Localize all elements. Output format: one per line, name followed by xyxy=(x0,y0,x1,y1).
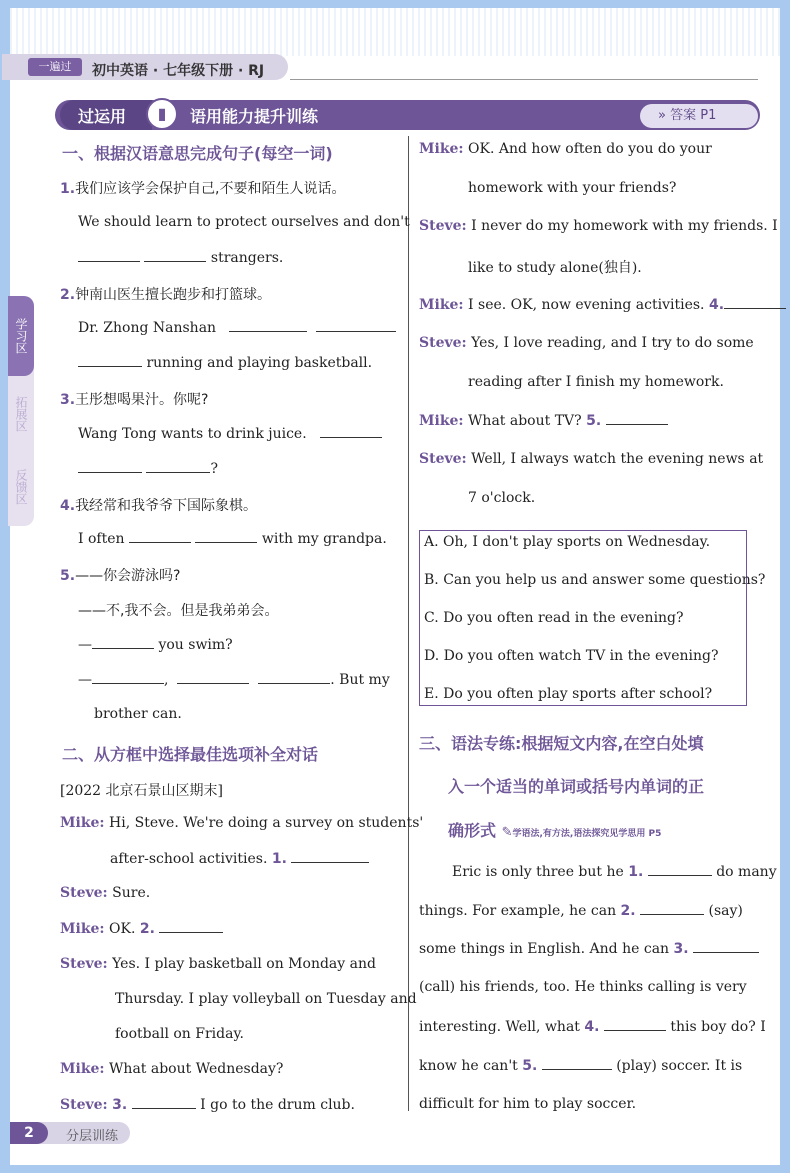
q3-en2: ? xyxy=(78,460,218,477)
banner-title: 语用能力提升训练 xyxy=(190,107,319,126)
blank[interactable] xyxy=(132,1096,196,1109)
dialogue-line: reading after I finish my homework. xyxy=(468,374,724,390)
blank[interactable] xyxy=(159,920,223,933)
answer-label: 答案 xyxy=(670,108,697,123)
blank[interactable] xyxy=(144,249,206,262)
top-stripe xyxy=(10,8,780,56)
dialogue-line: Mike: I see. OK, now evening activities. 4. xyxy=(419,296,786,313)
blank[interactable] xyxy=(542,1057,612,1070)
footer-label: 分层训练 xyxy=(66,1129,119,1144)
q5-cn2: ——不,我不会。但是我弟弟会。 xyxy=(78,603,279,619)
dialogue-line: after-school activities. 1. xyxy=(110,850,369,867)
q3-cn: 3.王彤想喝果汁。你呢? xyxy=(60,392,209,408)
dialogue-line: Steve: Sure. xyxy=(60,885,151,901)
answer-page: P1 xyxy=(700,108,717,123)
blank[interactable] xyxy=(177,671,249,684)
dialogue-line: Mike: OK. 2. xyxy=(60,920,223,937)
section-3-title-line3: 确形式 ✎学语法,有方法,语法探究见学思用 P5 xyxy=(448,821,662,840)
option-c: C. Do you often read in the evening? xyxy=(424,610,684,626)
blank[interactable] xyxy=(92,636,154,649)
section-1-title: 一、根据汉语意思完成句子(每空一词) xyxy=(62,144,333,163)
q4-en: I often with my grandpa. xyxy=(78,531,387,547)
dialogue-line: Steve: Yes. I play basketball on Monday and xyxy=(60,956,376,972)
blank[interactable] xyxy=(291,850,369,863)
dialogue-line: like to study alone(独自). xyxy=(468,260,642,276)
option-b: B. Can you help us and answer some questions? xyxy=(424,572,766,588)
blank[interactable] xyxy=(129,530,191,543)
q3-en: Wang Tong wants to drink juice. xyxy=(78,425,382,442)
dialogue-line: Steve: Yes, I love reading, and I try to do some xyxy=(419,335,754,351)
chevron-down-icon: » xyxy=(658,108,666,123)
dialogue-line: football on Friday. xyxy=(115,1026,244,1042)
q5-cn1: 5.——你会游泳吗? xyxy=(60,568,181,584)
blank[interactable] xyxy=(195,530,257,543)
blank[interactable] xyxy=(316,319,396,332)
blank[interactable] xyxy=(92,671,164,684)
dialogue-line: Steve: Well, I always watch the evening news at xyxy=(419,451,764,467)
dialogue-line: Mike: Hi, Steve. We're doing a survey on students' xyxy=(60,815,424,831)
dialogue-line: Mike: What about Wednesday? xyxy=(60,1061,284,1077)
tab-feedback[interactable]: 反馈区 xyxy=(14,469,28,505)
dialogue-line: Mike: OK. And how often do you do your xyxy=(419,141,712,157)
book-icon: ✎ xyxy=(501,825,513,840)
blank[interactable] xyxy=(604,1018,666,1031)
option-a: A. Oh, I don't play sports on Wednesday. xyxy=(424,534,711,550)
chart-icon: ▮ xyxy=(146,98,178,130)
q1-cn: 1.我们应该学会保护自己,不要和陌生人说话。 xyxy=(60,181,346,197)
column-divider xyxy=(408,136,409,1111)
option-e: E. Do you often play sports after school? xyxy=(424,686,713,702)
passage-line: know he can't 5. (play) soccer. It is xyxy=(419,1058,743,1074)
blank[interactable] xyxy=(229,319,307,332)
blank[interactable] xyxy=(606,412,668,425)
section-2-title: 二、从方框中选择最佳选项补全对话 xyxy=(62,745,319,764)
page-number: 2 xyxy=(10,1122,48,1144)
dialogue-line: Thursday. I play volleyball on Tuesday and xyxy=(115,991,417,1007)
passage-line: interesting. Well, what 4. this boy do? I xyxy=(419,1019,766,1035)
blank[interactable] xyxy=(320,425,382,438)
blank[interactable] xyxy=(724,296,786,309)
blank[interactable] xyxy=(648,863,712,876)
q1-en2: strangers. xyxy=(78,249,283,266)
passage-line: some things in English. And he can 3. xyxy=(419,940,759,957)
dialogue-line: 7 o'clock. xyxy=(468,490,536,506)
q1-en: We should learn to protect ourselves and don't xyxy=(78,214,410,230)
q2-cn: 2.钟南山医生擅长跑步和打篮球。 xyxy=(60,287,272,303)
book-title: 初中英语 · 七年级下册 · RJ xyxy=(92,63,265,79)
dialogue-line: Mike: What about TV? 5. xyxy=(419,412,668,429)
q5-en2: — , . But my xyxy=(78,672,390,688)
section-3-title: 三、语法专练:根据短文内容,在空白处填 xyxy=(419,734,704,753)
blank[interactable] xyxy=(640,902,704,915)
section-3-title-line2: 入一个适当的单词或括号内单词的正 xyxy=(448,777,705,796)
blank[interactable] xyxy=(78,354,142,367)
blank[interactable] xyxy=(693,940,759,953)
source-tag: [2022 北京石景山区期末] xyxy=(60,783,224,799)
answer-link[interactable] xyxy=(640,104,758,128)
q4-cn: 4.我经常和我爷爷下国际象棋。 xyxy=(60,498,258,514)
passage-line: things. For example, he can 2. (say) xyxy=(419,903,743,919)
dialogue-line: Steve: I never do my homework with my friends. I xyxy=(419,218,778,234)
passage-line: difficult for him to play soccer. xyxy=(419,1096,637,1112)
grammar-hint: 学语法,有方法,语法探究见学思用 P5 xyxy=(512,829,662,839)
blank[interactable] xyxy=(258,671,330,684)
passage-line: (call) his friends, too. He thinks calling is very xyxy=(419,979,747,995)
banner-label: 过运用 xyxy=(78,107,127,126)
blank[interactable] xyxy=(78,249,140,262)
q5-en1: — you swim? xyxy=(78,637,233,653)
dialogue-line: Steve: 3. I go to the drum club. xyxy=(60,1097,355,1113)
q2-en2: running and playing basketball. xyxy=(78,354,372,371)
tab-extend[interactable]: 拓展区 xyxy=(14,396,28,432)
blank[interactable] xyxy=(146,460,210,473)
blank[interactable] xyxy=(78,460,142,473)
tab-study[interactable]: 学习区 xyxy=(8,296,34,376)
brand-logo: 一遍过 xyxy=(28,58,82,76)
header-rule xyxy=(290,79,758,80)
q2-en: Dr. Zhong Nanshan xyxy=(78,319,396,336)
dialogue-line: homework with your friends? xyxy=(468,180,677,196)
passage-line: Eric is only three but he 1. do many xyxy=(452,864,777,880)
option-d: D. Do you often watch TV in the evening? xyxy=(424,648,719,664)
q5-en3: brother can. xyxy=(94,706,182,722)
